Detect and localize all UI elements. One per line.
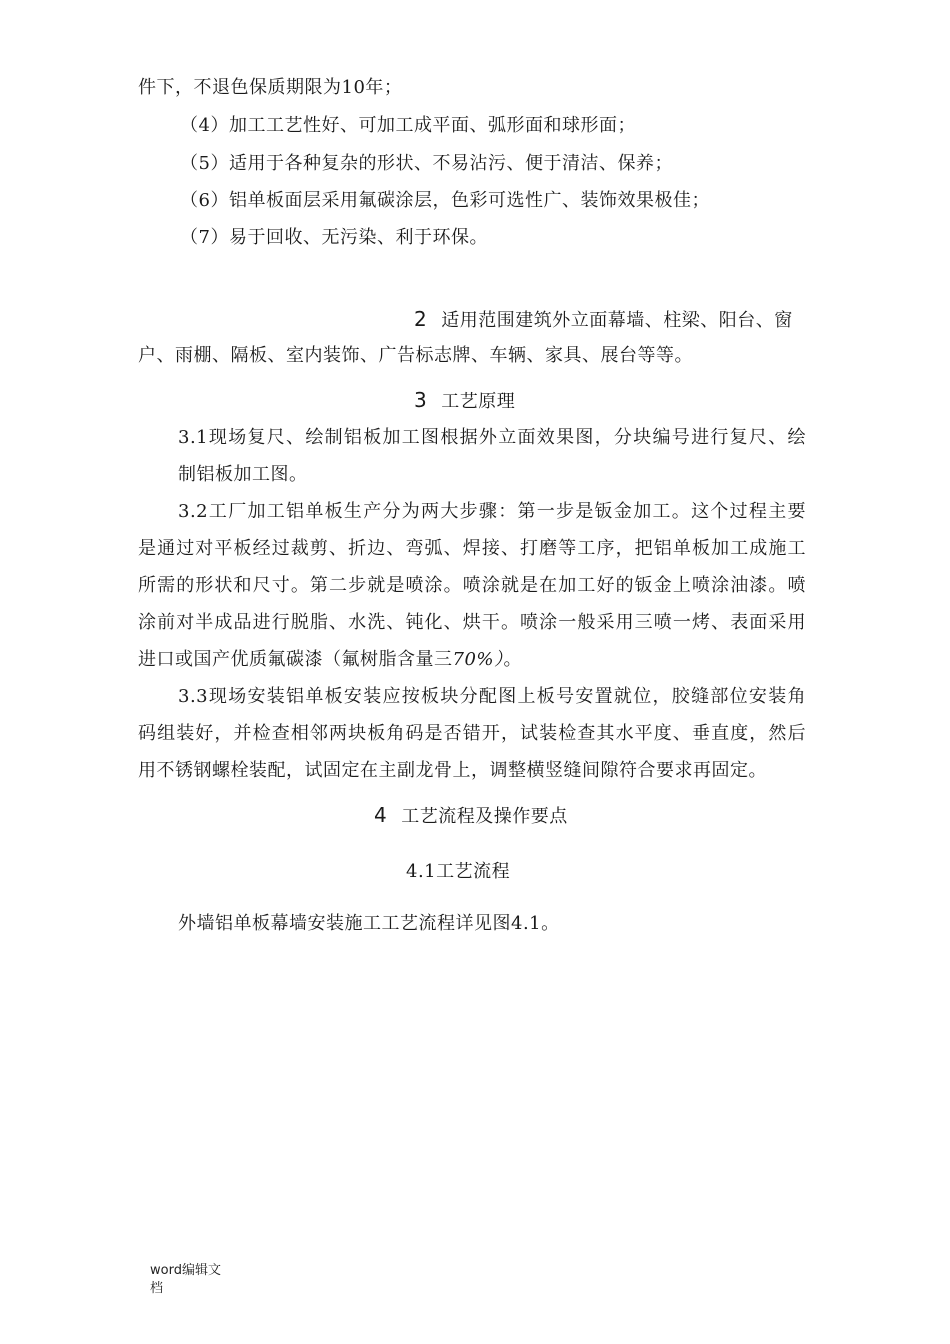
feature-item-7: （7）易于回收、无污染、利于环保。 [180,227,488,248]
feature-item-6: （6）铝单板面层采用氟碳涂层，色彩可选性广、装饰效果极佳； [180,190,710,211]
section-3-heading [414,388,515,414]
paragraph-3-2-last-prefix: 进口或国产优质氟碳漆（氟树脂含量三 [138,649,453,670]
section-2-number: 2 [414,307,428,331]
intro-line: 件下，不退色保质期限为10年； [138,77,403,98]
section-4-title: 工艺流程及操作要点 [401,806,568,827]
section-2-text: 适用范围建筑外立面幕墙、柱梁、阳台、窗 [441,310,793,331]
paragraph-3-3-line-1: 3.3现场安装铝单板安装应按板块分配图上板号安置就位，胶缝部位安装角 [178,686,806,707]
feature-item-4: （4）加工工艺性好、可加工成平面、弧形面和球形面； [180,115,636,136]
paragraph-3-3-line-3: 用不锈钢螺栓装配，试固定在主副龙骨上，调整横竖缝间隙符合要求再固定。 [138,760,767,781]
paragraph-3-2-line-5 [138,648,522,672]
paragraph-3-2-line-2: 是通过对平板经过裁剪、折边、弯弧、焊接、打磨等工序，把铝单板加工成施工 [138,538,806,559]
paragraph-3-2-line-1: 3.2工厂加工铝单板生产分为两大步骤：第一步是钣金加工。这个过程主要 [178,501,806,522]
subsection-4-1-body: 外墙铝单板幕墙安装施工工艺流程详见图4.1。 [178,913,560,934]
footer-line-1: word编辑文 [150,1263,221,1278]
feature-item-5: （5）适用于各种复杂的形状、不易沾污、便于清洁、保养； [180,153,673,174]
section-2-line-2: 户、雨棚、隔板、室内装饰、广告标志牌、车辆、家具、展台等等。 [138,345,693,366]
section-2-line-1 [414,307,793,333]
paragraph-3-1-line-2: 制铝板加工图。 [178,464,308,485]
paragraph-3-2-last-suffix: 。 [503,649,523,670]
footer-note [150,1262,260,1298]
paragraph-3-2-line-3: 所需的形状和尺寸。第二步就是喷涂。喷涂就是在加工好的钣金上喷涂油漆。喷 [138,575,806,596]
section-4-heading [374,803,568,829]
section-3-number: 3 [414,388,428,412]
paragraph-3-1-line-1: 3.1现场复尺、绘制铝板加工图根据外立面效果图，分块编号进行复尺、绘 [178,427,806,448]
section-3-title: 工艺原理 [441,391,516,412]
paragraph-3-2-line-4: 涂前对半成品进行脱脂、水洗、钝化、烘干。喷涂一般采用三喷一烤、表面采用 [138,612,806,633]
footer-line-2: 档 [150,1281,164,1296]
section-4-number: 4 [374,803,388,827]
paragraph-3-3-line-2: 码组装好，并检查相邻两块板角码是否错开，试装检查其水平度、垂直度，然后 [138,723,806,744]
subsection-4-1-title: 4.1工艺流程 [406,861,511,882]
fluororesin-content-value: 70%） [452,649,504,670]
